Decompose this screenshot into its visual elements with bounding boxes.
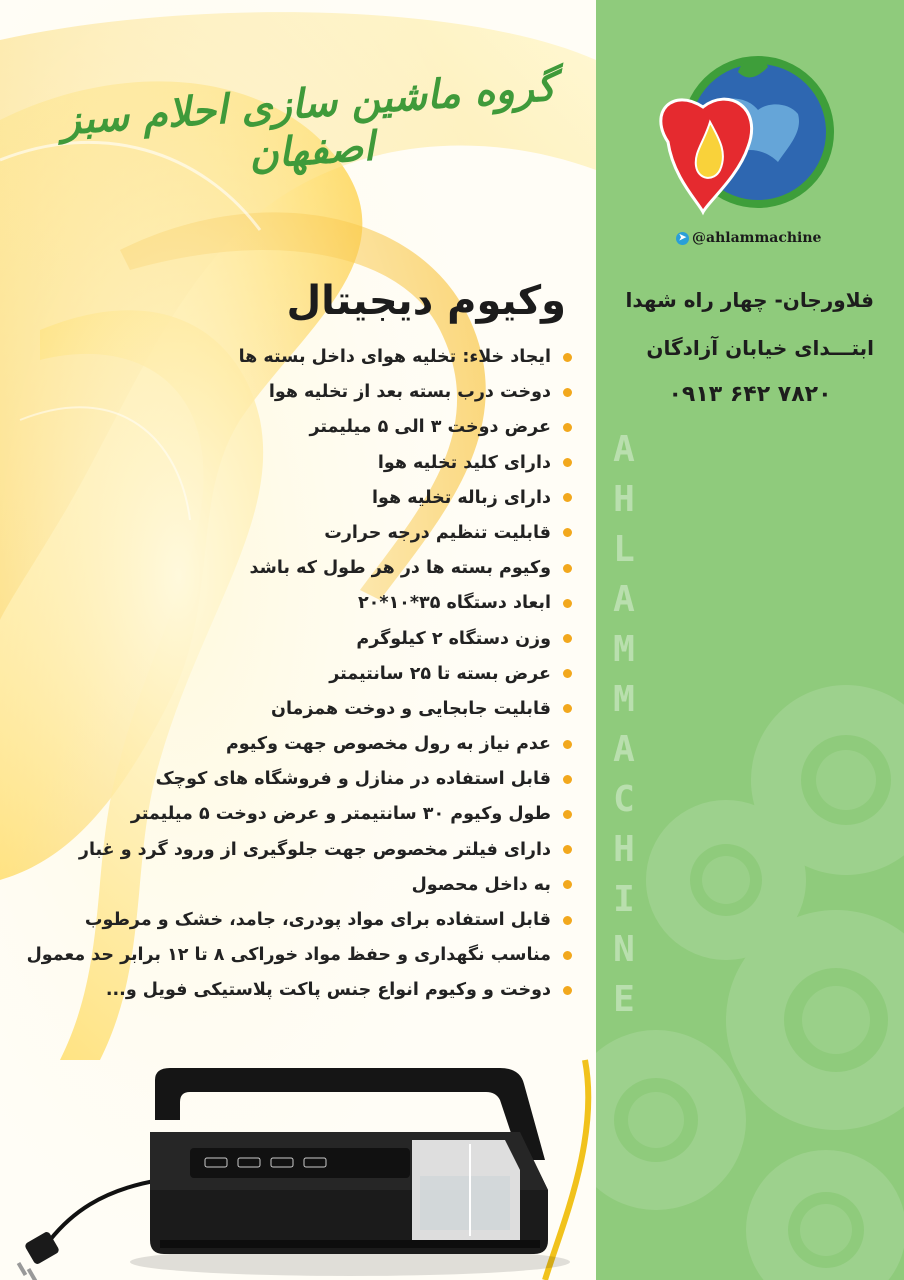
feature-text: طول وکیوم ۳۰ سانتیمتر و عرض دوخت ۵ میلیمتر (130, 804, 551, 825)
vertical-watermark (604, 425, 644, 1025)
bullet-icon (563, 845, 572, 854)
watermark-letter: H (613, 479, 635, 520)
telegram-icon: ➤ (676, 232, 689, 245)
feature-text: دارای فیلتر مخصوص جهت جلوگیری از ورود گرد و غبار (78, 839, 551, 860)
bullet-icon (563, 423, 572, 432)
feature-text: دوخت درب بسته بعد از تخلیه هوا (268, 382, 551, 403)
list-item (12, 692, 572, 727)
address-line-1: فلاورجان- چهار راه شهدا (625, 288, 874, 312)
list-item (12, 762, 572, 797)
list-item (12, 586, 572, 621)
list-item (12, 657, 572, 692)
list-item (12, 551, 572, 586)
list-item (12, 340, 572, 375)
bullet-icon (563, 353, 572, 362)
list-item (12, 446, 572, 481)
watermark-letter: N (613, 929, 635, 970)
watermark-letter: E (613, 979, 635, 1020)
list-item (12, 797, 572, 832)
watermark-letter: M (613, 629, 635, 670)
feature-text: قابل استفاده برای مواد پودری، جامد، خشک و مرطوب (84, 910, 551, 930)
bullet-icon (563, 916, 572, 925)
address-line-2: ابتـــدای خیابان آزادگان (646, 336, 874, 360)
bullet-icon (563, 564, 572, 573)
bullet-icon (563, 669, 572, 678)
watermark-letter: A (613, 579, 635, 620)
brand-title: گروه ماشین سازی احلام سبز اصفهان (59, 62, 557, 179)
watermark-letter: H (613, 829, 635, 870)
feature-text: ابعاد دستگاه ۳۵*۱۰*۲۰ (357, 593, 551, 614)
watermark-letter: C (613, 779, 635, 820)
list-item (12, 868, 572, 903)
list-item (12, 622, 572, 657)
feature-text: عدم نیاز به رول مخصوص جهت وکیوم (225, 734, 551, 755)
product-title: وکیوم دیجیتال (286, 278, 566, 324)
list-item (12, 833, 572, 868)
feature-text: به داخل محصول (411, 874, 551, 895)
list-item (12, 481, 572, 516)
feature-text: ایجاد خلاء: تخلیه هوای داخل بسته ها (238, 347, 551, 367)
social-handle (676, 230, 821, 246)
feature-text: قابلیت تنظیم درجه حرارت (324, 522, 551, 543)
social-handle-text: @ahlammachine (692, 230, 822, 246)
phone-number: ۰۹۱۳ ۶۴۲ ۷۸۲۰ (668, 382, 832, 407)
contact-panel (596, 0, 904, 1280)
heart-globe-logo-icon (628, 52, 848, 232)
feature-list (12, 340, 572, 1009)
bullet-icon (563, 458, 572, 467)
feature-text: قابلیت جابجایی و دوخت همزمان (271, 698, 551, 719)
list-item (12, 973, 572, 1008)
bullet-icon (563, 880, 572, 889)
feature-text: عرض بسته تا ۲۵ سانتیمتر (329, 663, 551, 684)
list-item (12, 938, 572, 973)
list-item (12, 410, 572, 445)
bullet-icon (563, 493, 572, 502)
feature-text: وزن دستگاه ۲ کیلوگرم (356, 628, 551, 649)
watermark-letter: I (613, 879, 635, 920)
watermark-letter: M (613, 679, 635, 720)
watermark-letter: A (613, 429, 635, 470)
feature-text: دارای کلید تخلیه هوا (377, 452, 551, 473)
feature-text: دوخت و وکیوم انواع جنس پاکت پلاستیکی فویل و... (105, 980, 551, 1001)
bullet-icon (563, 810, 572, 819)
bullet-icon (563, 775, 572, 784)
bullet-icon (563, 634, 572, 643)
feature-text: مناسب نگهداری و حفظ مواد خوراکی ۸ تا ۱۲ برابر حد معمول (26, 945, 551, 966)
bullet-icon (563, 740, 572, 749)
feature-text: عرض دوخت ۳ الی ۵ میلیمتر (309, 417, 551, 438)
bullet-icon (563, 599, 572, 608)
watermark-letter: A (613, 729, 635, 770)
feature-text: قابل استفاده در منازل و فروشگاه های کوچک (155, 769, 551, 790)
bullet-icon (563, 528, 572, 537)
list-item (12, 727, 572, 762)
bullet-icon (563, 704, 572, 713)
feature-text: دارای زباله تخلیه هوا (372, 487, 551, 508)
list-item (12, 516, 572, 551)
bullet-icon (563, 986, 572, 995)
list-item (12, 375, 572, 410)
list-item (12, 903, 572, 938)
vacuum-sealer-image (0, 1040, 596, 1280)
feature-text: وکیوم بسته ها در هر طول که باشد (249, 558, 551, 579)
bullet-icon (563, 951, 572, 960)
bullet-icon (563, 388, 572, 397)
watermark-letter: L (613, 529, 635, 570)
